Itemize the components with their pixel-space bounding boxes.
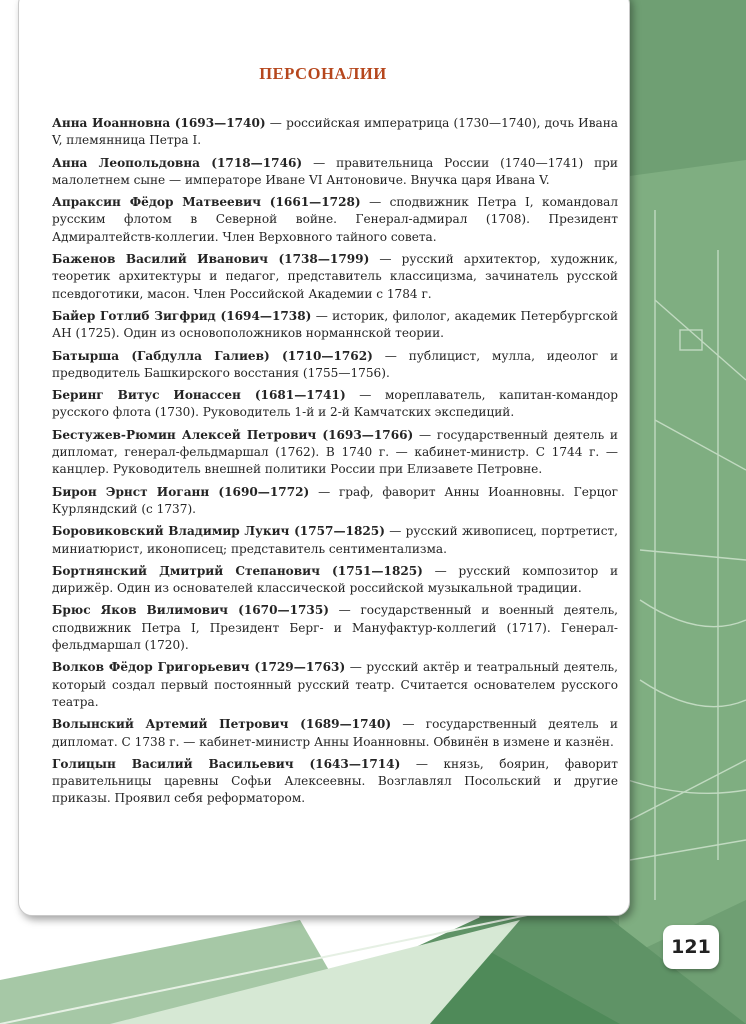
person-name: Волынский Артемий Петрович (1689—1740) [52,717,392,732]
person-description: — русский композитор и дирижёр. Один из основателей классической российской музыкальной традиции. [52,563,619,596]
list-item [52,659,618,711]
list-item [52,523,618,558]
person-name: Анна Иоанновна (1693—1740) [52,116,266,130]
person-description: — государственный деятель и дипломат, генерал-фельдмаршал (1762). В 1740 г. — кабинет-министр. С 1744 г. — канцлер. Руководитель внешней политики России при Елизавете Петровне. [52,427,618,477]
person-name: Бортнянский Дмитрий Степанович (1751—1825) [52,563,423,578]
person-description: — князь, боярин, фаворит правительницы царевны Софьи Алексеевны. Возглавлял Посольский и другие приказы. Проявил себя реформатором. [52,756,618,806]
list-item [52,115,618,150]
person-name: Баженов Василий Иванович (1738—1799) [52,252,370,267]
list-item [52,308,618,343]
person-name: Бирон Эрнст Иоганн (1690—1772) [52,484,310,499]
person-description: — публицист, мулла, идеолог и предводитель Башкирского восстания (1755—1756). [52,348,618,380]
list-item [52,251,618,303]
person-description: — мореплаватель, капитан-командор русского флота (1730). Руководитель 1-й и 2-й Камчатских экспедиций. [52,388,618,420]
list-item [52,484,618,519]
person-description: — российская императрица (1730—1740), дочь Ивана V, племянница Петра I. [52,116,618,148]
list-item [52,387,618,422]
person-name: Байер Готлиб Зигфрид (1694—1738) [52,308,312,323]
list-item [52,756,618,808]
person-description: — граф, фаворит Анны Иоанновны. Герцог Курляндский (с 1737). [52,484,618,516]
person-description: — русский актёр и театральный деятель, который создал первый постоянный русский театр. Считается основателем русского театра. [52,660,618,709]
person-name: Анна Леопольдовна (1718—1746) [52,155,303,170]
list-item [52,194,618,246]
list-item [52,602,618,654]
person-name: Боровиковский Владимир Лукич (1757—1825) [52,524,385,539]
page-title: ПЕРСОНАЛИИ [259,64,387,83]
person-name: Волков Фёдор Григорьевич (1729—1763) [52,660,346,675]
person-description: — сподвижник Петра I, командовал русским флотом в Северной войне. Генерал-адмирал (1708). Президент Адмиралтейств-коллегии. Член Верховного тайного совета. [52,195,619,244]
person-name: Батырша (Габдулла Галиев) (1710—1762) [52,348,373,363]
person-description: — русский архитектор, художник, теоретик архитектуры и педагог, представитель классицизма, зачинатель русской псевдоготики, масон. Член Российской Академии с 1784 г. [52,252,618,301]
person-name: Голицын Василий Васильевич (1643—1714) [52,756,401,771]
person-description: — историк, филолог, академик Петербургской АН (1725). Один из основоположников норманнской теории. [52,308,618,341]
person-description: — правительница России (1740—1741) при малолетнем сыне — императоре Иване VI Антоновиче. Внучка царя Ивана V. [52,155,618,187]
person-name: Апраксин Фёдор Матвеевич (1661—1728) [52,195,361,210]
page-number: 121 [663,925,719,969]
list-item [52,155,618,190]
person-name: Бестужев-Рюмин Алексей Петрович (1693—1766) [52,427,414,442]
person-description: — государственный и военный деятель, сподвижник Петра I, Президент Берг- и Мануфактур-коллегий (1717). Генерал-фельдмаршал (1720). [52,603,618,653]
person-name: Брюс Яков Вилимович (1670—1735) [52,603,329,618]
person-description: — государственный деятель и дипломат. С 1738 г. — кабинет-министр Анны Иоанновны. Обвинён в измене и казнён. [52,717,618,749]
list-item [52,716,618,751]
person-description: — русский живописец, портретист, миниатюрист, иконописец; представитель сентиментализма. [52,524,619,556]
biography-list [52,115,618,813]
list-item [52,563,618,598]
person-name: Беринг Витус Ионассен (1681—1741) [52,388,346,403]
list-item [52,427,618,479]
list-item [52,348,618,383]
